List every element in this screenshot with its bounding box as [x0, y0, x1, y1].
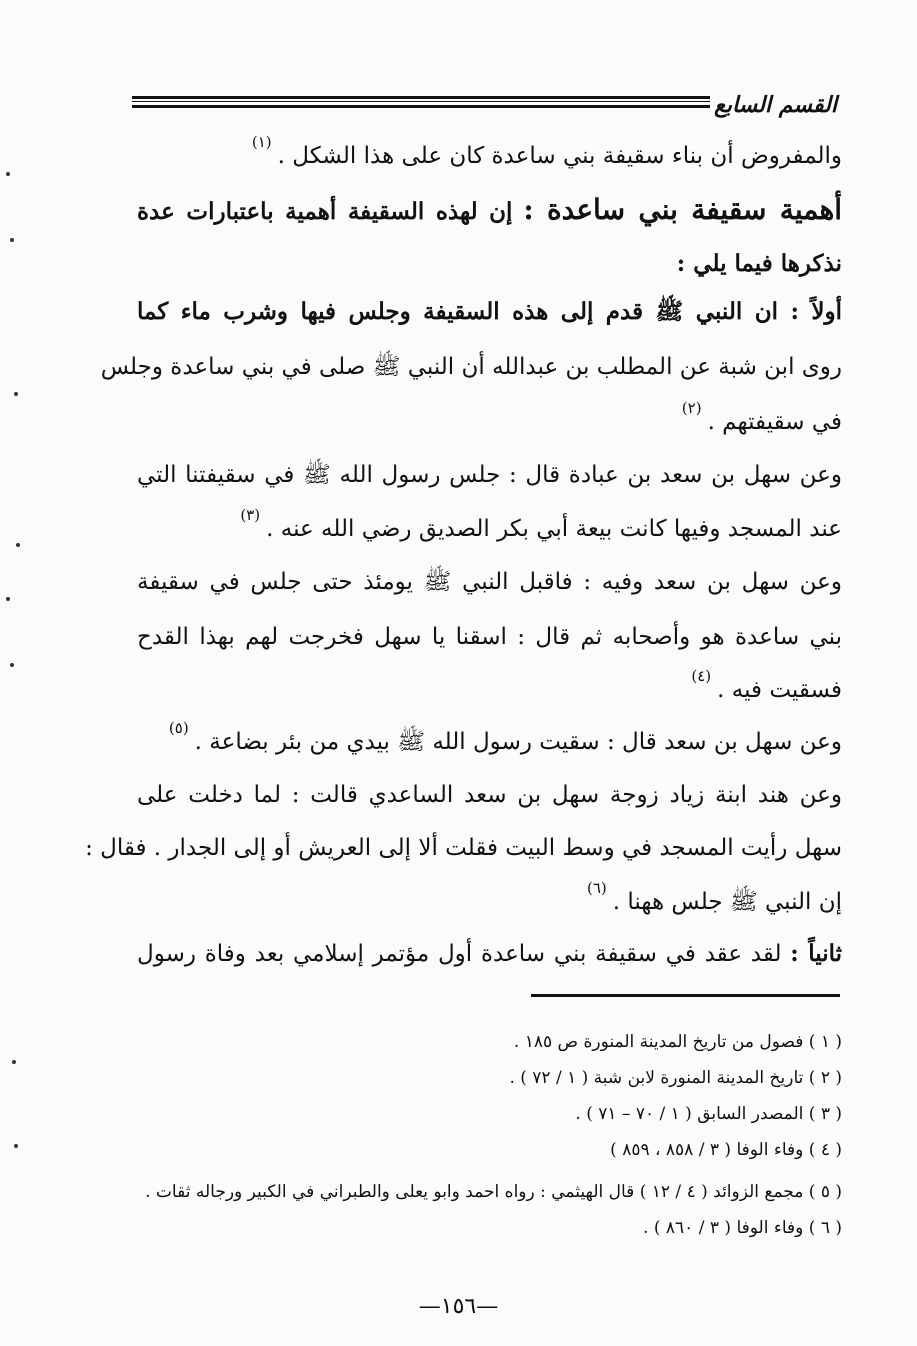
- section-header-title: القسم السابع: [714, 92, 837, 118]
- body-line-9: وعن سهل بن سعد وفيه : فاقبل النبي ﷺ يومئذ حتى جلس في سقيفة: [137, 569, 842, 595]
- body-line-1: والمفروض أن بناء سقيفة بني ساعدة كان على هذا الشكل .$^{(١)}$: [251, 133, 842, 169]
- point-second-label: ثانياً :: [790, 940, 843, 967]
- body-line-12: وعن سهل بن سعد قال : سقيت رسول الله ﷺ بيدي من بئر بضاعة .$^{(٥)}$: [168, 719, 842, 755]
- footnote-ref-4: (٤): [691, 667, 712, 685]
- body-line-2: أهمية سقيفة بني ساعدة : إن لهذه السقيفة أهمية باعتبارات عدة: [137, 193, 843, 226]
- point-first-label: أولاً :: [790, 298, 842, 325]
- footnote-1: ( ١ ) فصول من تاريخ المدينة المنورة ص ١٨٥ .: [513, 1032, 842, 1052]
- scan-speck: [12, 1060, 16, 1064]
- body-line-16: ثانياً : لقد عقد في سقيفة بني ساعدة أول مؤتمر إسلامي بعد وفاة رسول: [137, 940, 843, 967]
- scan-speck: [6, 597, 10, 601]
- body-line-5: روى ابن شبة عن المطلب بن عبدالله أن النبي ﷺ صلى في بني ساعدة وجلس: [100, 354, 842, 380]
- scan-speck: [14, 1144, 18, 1148]
- body-line-3: نذكرها فيما يلي :: [676, 250, 842, 277]
- body-line-6: في سقيفتهم .$^{(٢)}$: [681, 399, 842, 435]
- scan-speck: [10, 238, 14, 242]
- scan-speck: [16, 543, 20, 547]
- footnote-5: ( ٥ ) مجمع الزوائد ( ٤ / ١٢ ) قال الهيثمي : رواه احمد وابو يعلى والطبراني في الكبير ورجاله ثقات .: [145, 1182, 842, 1202]
- scan-speck: [6, 172, 10, 176]
- footnote-4: ( ٤ ) وفاء الوفا ( ٣ / ٨٥٨ ، ٨٥٩ ): [610, 1140, 842, 1160]
- body-line-15: إن النبي ﷺ جلس ههنا .$^{(٦)}$: [587, 879, 842, 915]
- body-line-14: سهل رأيت المسجد في وسط البيت فقلت ألا إلى العريش أو إلى الجدار . فقال :: [85, 835, 842, 861]
- body-line-8: عند المسجد وفيها كانت بيعة أبي بكر الصديق رضي الله عنه .$^{(٣)}$: [240, 506, 842, 542]
- footnote-ref-1: (١): [251, 133, 272, 151]
- footnote-ref-2: (٢): [681, 399, 702, 417]
- scan-speck: [10, 663, 14, 667]
- body-line-10: بني ساعدة هو وأصحابه ثم قال : اسقنا يا سهل فخرجت لهم بهذا القدح: [137, 624, 842, 650]
- footnote-2: ( ٢ ) تاريخ المدينة المنورة لابن شبة ( ١ / ٧٢ ) .: [509, 1068, 842, 1088]
- footnote-ref-5: (٥): [168, 719, 189, 737]
- section-heading: أهمية سقيفة بني ساعدة :: [523, 193, 843, 226]
- footnote-6: ( ٦ ) وفاء الوفا ( ٣ / ٨٦٠ ) .: [643, 1218, 842, 1238]
- body-line-7: وعن سهل بن سعد بن عبادة قال : جلس رسول الله ﷺ في سقيفتنا التي: [137, 462, 842, 488]
- body-line-13: وعن هند ابنة زياد زوجة سهل بن سعد الساعدي قالت : لما دخلت على: [137, 782, 842, 808]
- footnote-separator: [531, 994, 840, 997]
- footnote-3: ( ٣ ) المصدر السابق ( ١ / ٧٠ – ٧١ ) .: [575, 1104, 842, 1124]
- body-line-11: فسقيت فيه .$^{(٤)}$: [691, 667, 842, 703]
- page-number: —١٥٦—: [418, 1294, 499, 1319]
- header-rule: [132, 96, 710, 110]
- footnote-ref-3: (٣): [240, 506, 261, 524]
- footnote-ref-6: (٦): [587, 879, 607, 897]
- body-line-4: أولاً : ان النبي ﷺ قدم إلى هذه السقيفة وجلس فيها وشرب ماء كما: [137, 298, 842, 325]
- scan-speck: [14, 392, 18, 396]
